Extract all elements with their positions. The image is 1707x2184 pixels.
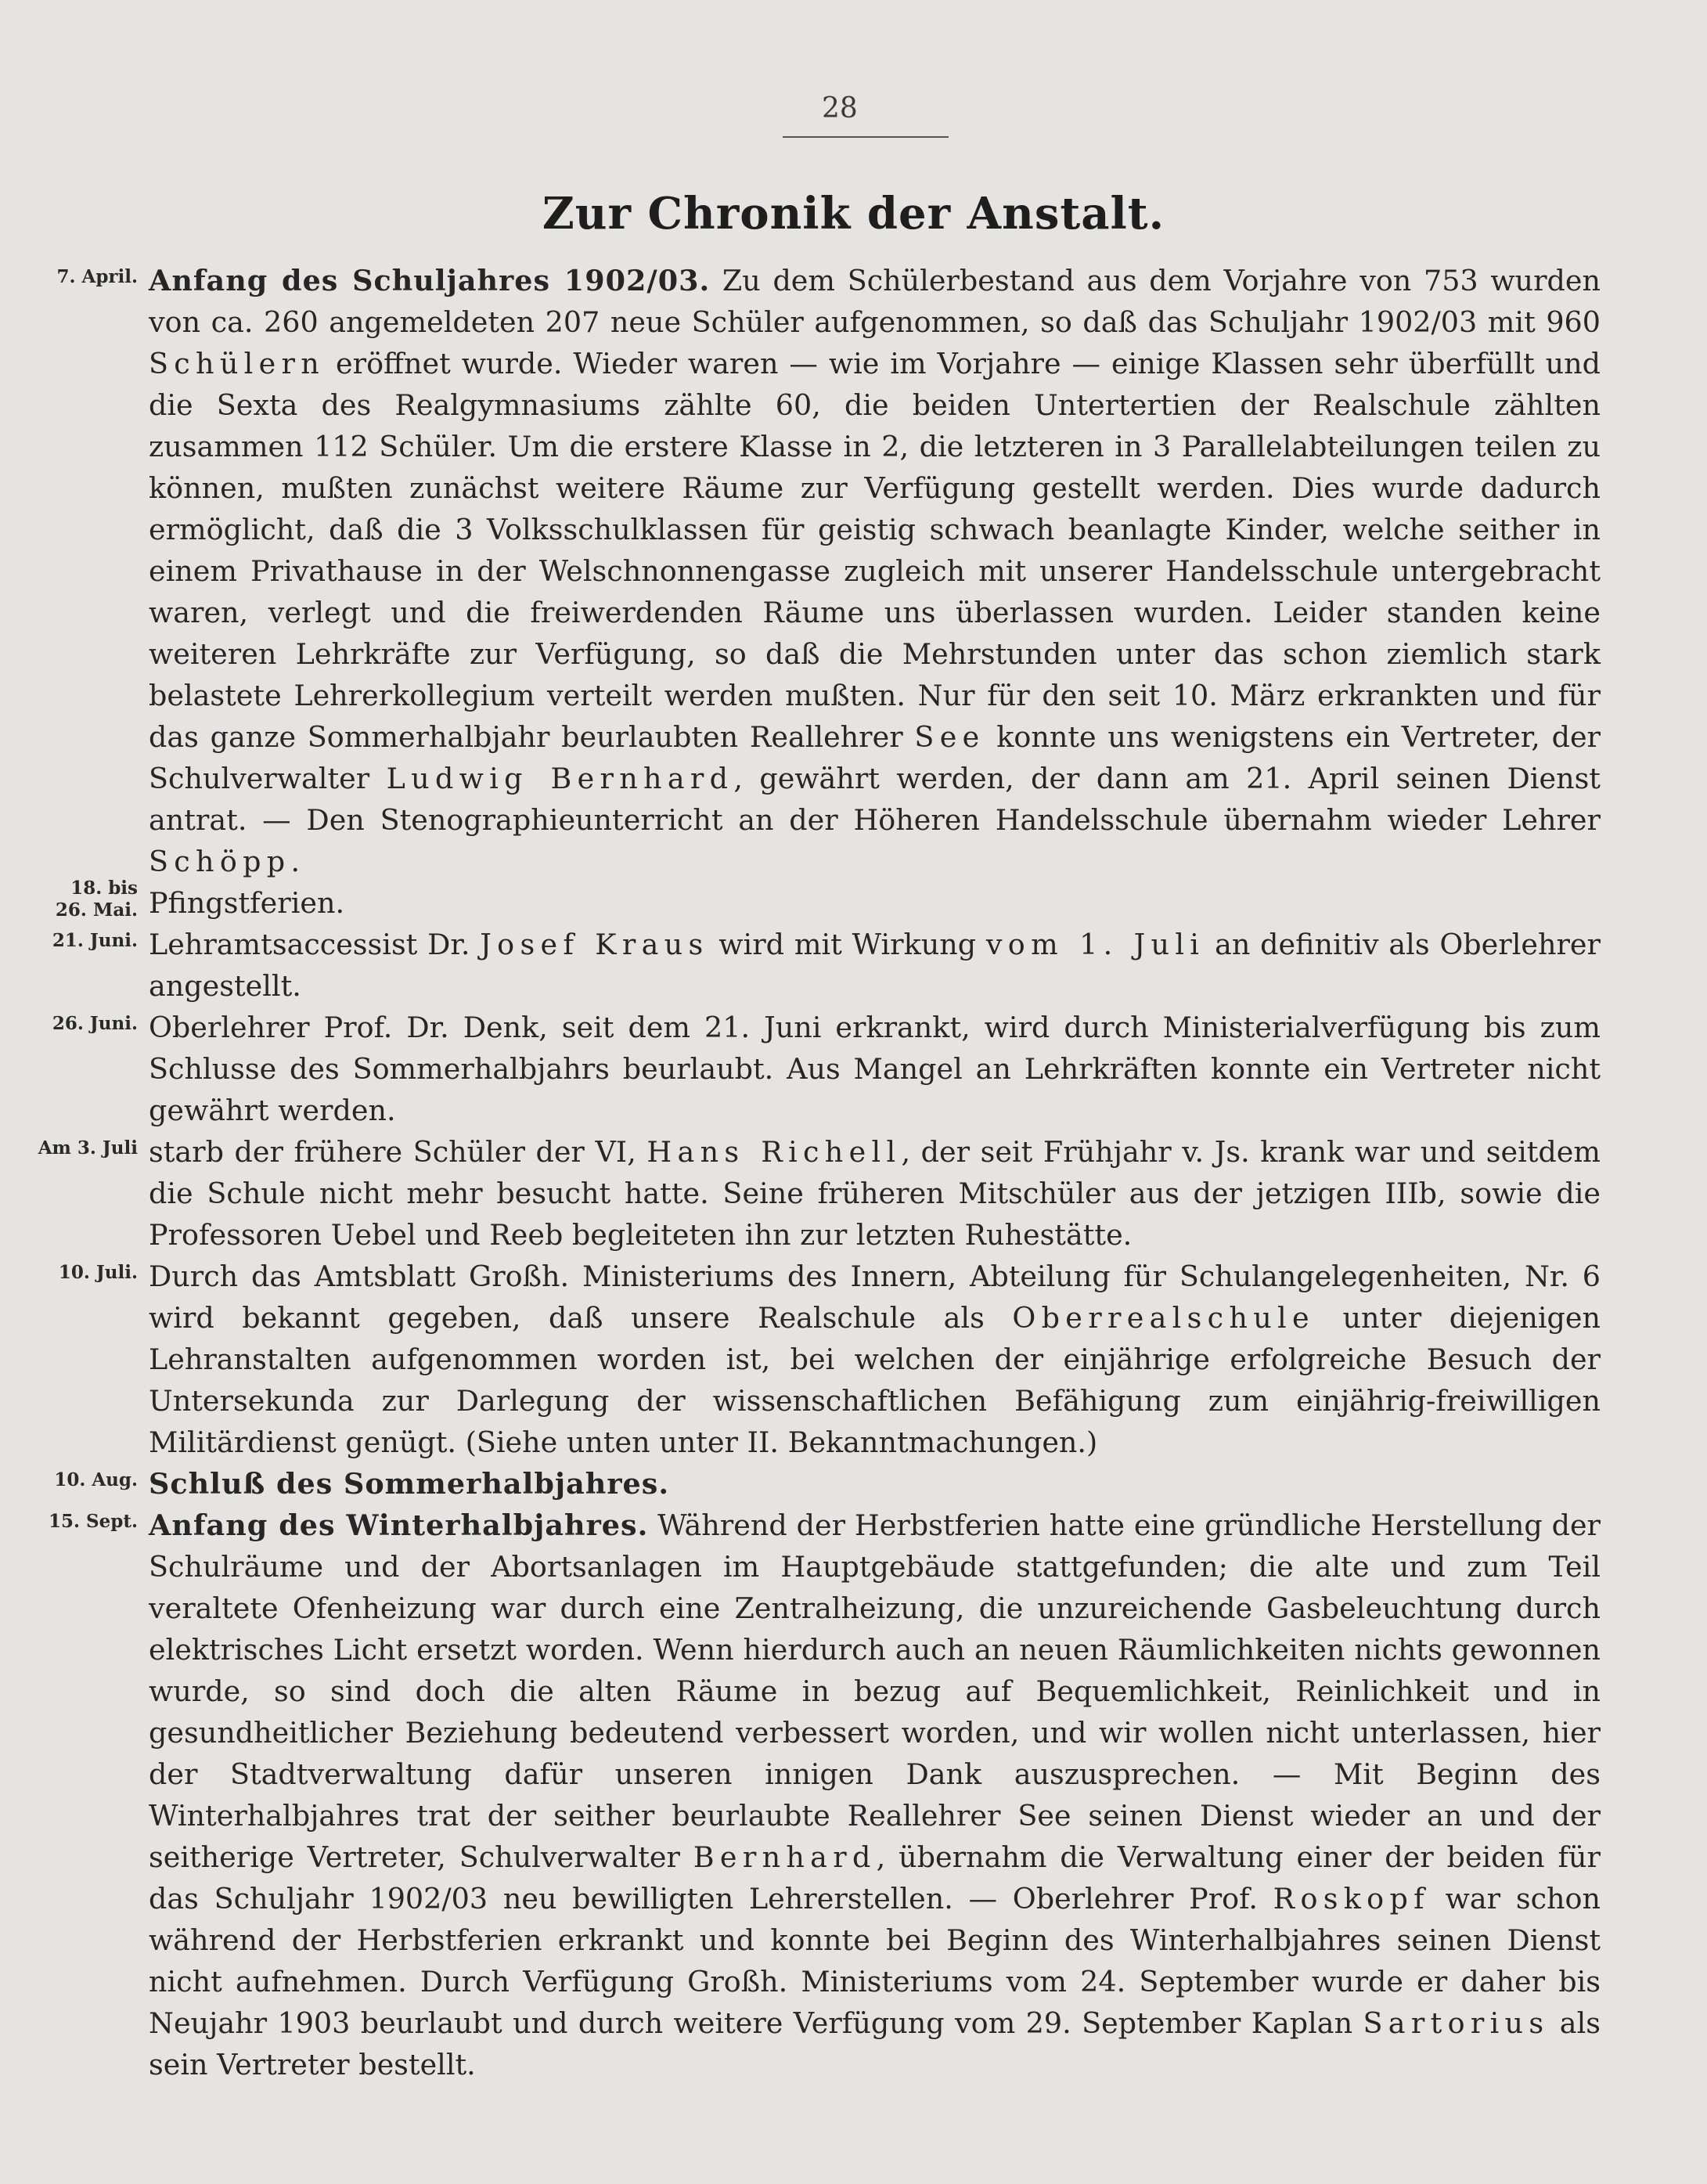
entry-text: . [290,845,301,878]
chronicle-entry [52,1007,1601,1131]
chronicle-entry [58,1256,1601,1463]
entry-heading: Anfang des Schuljahres 1902/03. [149,264,711,297]
entry-date-line: 7. April. [56,266,138,287]
emphasized-name: Oberrealschule [1012,1301,1315,1335]
entry-date [0,1013,138,1035]
emphasized-name: Sartorius [1363,2006,1550,2040]
entry-date-line: 26. Mai. [55,899,138,921]
emphasized-name: Ludwig Bernhard [386,762,734,795]
entry-text: , übernahm die Verwaltung einer der beiden für das Schuljahr 1902/03 neu bewilligten Lehrerstellen. — Oberlehrer Prof. [149,1840,1601,1916]
entry-text: Durch das Amtsblatt Großh. Ministeriums des Innern, Abteilung für Schulangelegenheiten, Nr. 6 wird bekannt gegeben, daß unsere Realschule als [149,1260,1601,1335]
entry-text: Oberlehrer Prof. Dr. Denk, seit dem 21. Juni erkrankt, wird durch Ministerialverfügung bis zum Schlusse des Sommerhalbjahrs beurlaubt. Aus Mangel an Lehrkräften konnte ein Vertreter nicht gewährt werden. [149,1011,1601,1127]
entry-date [0,930,138,952]
entry-text: eröffnet wurde. Wieder waren — wie im Vorjahre — einige Klassen sehr überfüllt und die Sexta des Realgymnasiums zählte 60, die beiden Untertertien der Realschule zählten zusammen 112 Schüler. Um die erstere Klasse in 2, die letzteren in 3 Parallelabteilungen teilen zu können, mußten zunächst weitere Räume zur Verfügung gestellt werden. Dies wurde dadurch ermöglicht, daß die 3 Volksschulklassen für geistig schwach beanlagte Kinder, welche seither in einem Privathause in der Welschnonnengasse zugleich mit unserer Handelsschule untergebracht waren, verlegt und die freiwerdenden Räume uns überlassen wurden. Leider standen keine weiteren Lehrkräfte zur Verfügung, so daß die Mehrstunden unter das schon ziemlich stark belastete Lehrerkollegium verteilt werden mußten. Nur für den seit 10. März erkrankten und für das ganze Sommerhalbjahr beurlaubten Reallehrer [149,347,1601,754]
entry-heading: Schluß des Sommerhalbjahres. [149,1467,670,1501]
entry-text: Lehramtsaccessist Dr. [149,928,481,961]
entry-text: war schon während der Herbstferien erkrankt und konnte bei Beginn des Winterhalbjahres seinen Dienst nicht aufnehmen. Durch Verfügung Großh. Ministeriums vom 24. September wurde er daher bis Neujahr 1903 beurlaubt und durch weitere Verfügung vom 29. September Kaplan [149,1882,1601,2040]
chronicle-entries [38,260,1601,2085]
entry-text: unter diejenigen Lehranstalten aufgenommen worden ist, bei welchen der einjährige erfolgreiche Besuch der Untersekunda zur Darlegung der wissenschaftlichen Befähigung zum einjährig-freiwilligen Militärdienst genügt. (Siehe unten unter II. Bekanntmachungen.) [149,1301,1601,1459]
entry-text: , gewährt werden, der dann am 21. April seinen Dienst antrat. — Den Stenographieunterricht an der Höheren Handelsschule übernahm wieder Lehrer [149,762,1601,837]
emphasized-name: Bernhard [693,1840,877,1874]
emphasized-name: Hans Richell [646,1135,902,1169]
entry-date [0,1469,138,1491]
entry-text: Zu dem Schülerbestand aus dem Vorjahre von 753 wurden von ca. 260 angemeldeten 207 neue Schüler aufgenommen, so daß das Schuljahr 1902/03 mit 960 [149,264,1601,339]
chronicle-entry [38,1131,1601,1256]
emphasized-name: Roskopf [1273,1882,1430,1916]
entry-text: wird mit Wirkung [708,928,986,961]
entry-text: konnte uns wenigstens ein Vertreter, der Schulverwalter [149,720,1601,795]
entry-date [0,878,138,921]
entry-text: , der seit Frühjahr v. Js. krank war und seitdem die Schule nicht mehr besucht hatte. Seine früheren Mitschüler aus der jetzigen IIIb, sowie die Professoren Uebel und Reeb begleiteten ihn zur letzten Ruhestätte. [149,1135,1601,1252]
entry-date-line: 10. Aug. [54,1469,138,1490]
entry-date-line: Am 3. Juli [38,1137,138,1159]
entry-date-line: 10. Juli. [58,1262,138,1283]
emphasized-name: Schülern [149,347,326,380]
entry-date-line: 15. Sept. [49,1511,138,1532]
entry-text: Pfingstferien. [149,886,345,920]
page-number-rule [783,136,949,138]
chronicle-entry [56,260,1601,882]
emphasized-name: See [914,720,985,754]
emphasized-name: vom 1. Juli [985,928,1205,961]
entry-date [0,1511,138,1533]
entry-date [0,1262,138,1284]
page-number: 28 [822,92,858,124]
chronicle-title: Zur Chronik der Anstalt. [542,188,1165,240]
chronicle-entry [55,878,1601,924]
entry-text: starb der frühere Schüler der VI, [149,1135,647,1169]
entry-date [0,1137,138,1159]
chronicle-entry [52,924,1601,1007]
entry-heading: Anfang des Winterhalbjahres. [149,1508,649,1542]
entry-text: an definitiv als Oberlehrer angestellt. [149,928,1601,1003]
emphasized-name: Josef Kraus [480,928,709,961]
entry-date [0,266,138,288]
entry-date-line: 21. Juni. [52,930,138,951]
chronicle-entry [49,1505,1601,2085]
entry-date-line: 26. Juni. [52,1013,138,1034]
emphasized-name: Schöpp [149,845,291,878]
chronicle-entry [54,1463,1601,1505]
entry-text: als sein Vertreter bestellt. [149,2006,1601,2081]
entry-date-line: 18. bis [70,878,138,899]
entry-text: Während der Herbstferien hatte eine gründliche Herstellung der Schulräume und der Abortsanlagen im Hauptgebäude stattgefunden; die alte und zum Teil veraltete Ofenheizung war durch eine Zentralheizung, die unzureichende Gasbeleuchtung durch elektrisches Licht ersetzt worden. Wenn hierdurch auch an neuen Räumlichkeiten nichts gewonnen wurde, so sind doch die alten Räume in bezug auf Bequemlichkeit, Reinlichkeit und in gesundheitlicher Beziehung bedeutend verbessert worden, und wir wollen nicht unterlassen, hier der Stadtverwaltung dafür unseren innigen Dank auszusprechen. — Mit Beginn des Winterhalbjahres trat der seither beurlaubte Reallehrer See seinen Dienst wieder an und der seitherige Vertreter, Schulverwalter [149,1508,1601,1874]
